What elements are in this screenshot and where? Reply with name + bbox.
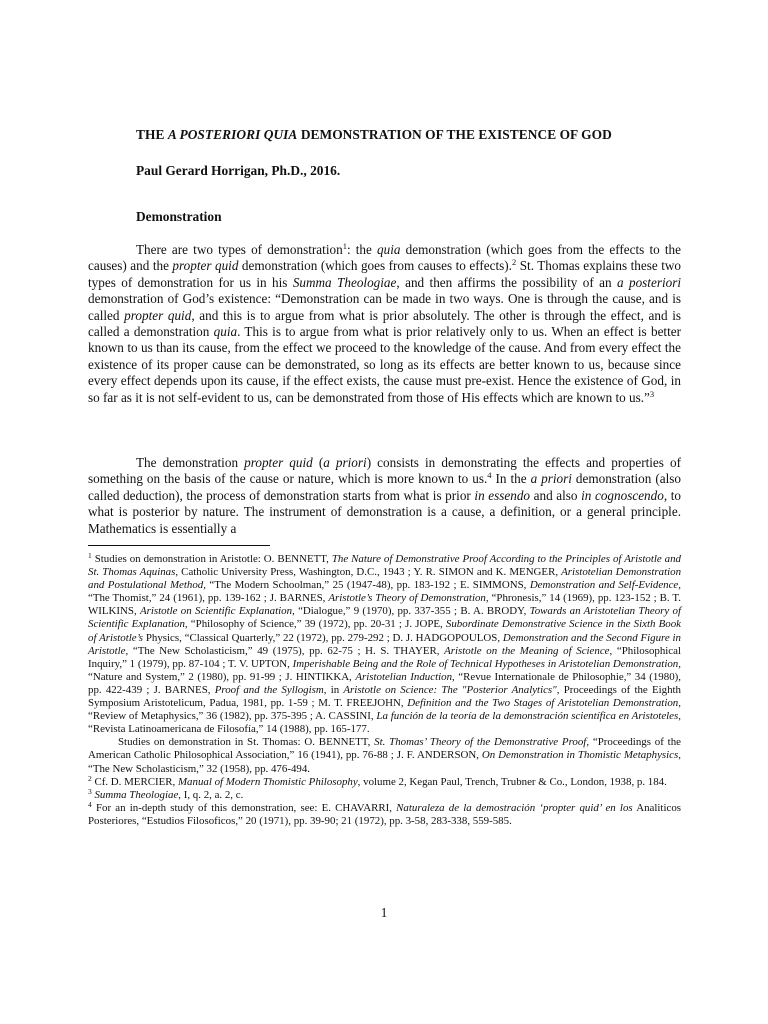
text-run: , “Phronesis,” 14 (1969), pp. 123-152 ; B. T. WILKINS,: [88, 592, 681, 618]
footnotes-block: [88, 553, 681, 828]
italic-run: Aristotle on Scientific Explanation: [140, 605, 293, 618]
body-paragraph-1: [88, 242, 681, 406]
document-title: [136, 127, 696, 143]
text-run: : the: [346, 242, 378, 257]
text-run: , volume 2, Kegan Paul, Trench, Trubner & Co., London, 1938, p. 184.: [357, 775, 667, 788]
text-run: There are two types of demonstration: [136, 242, 343, 257]
text-run: , “Dialogue,” 9 (1970), pp. 337-355 ; B. A. BRODY,: [292, 605, 530, 618]
italic-run: Aristotle on the Meaning of Science: [444, 644, 610, 657]
footnote-mark: 2: [88, 773, 92, 783]
author-line: Paul Gerard Horrigan, Ph.D., 2016.: [136, 163, 341, 178]
italic-run: Manual of Modern Thomistic Philosophy: [177, 775, 358, 788]
text-run: , Proceedings of the Eighth Symposium Aristotelicum, Padua, 1981, pp. 1-59 ; M. T. FREEJOHN,: [88, 683, 682, 710]
footnote-1-continued: [88, 736, 681, 775]
text-run: Analiticos Posteriores, “Estudios Filosoficos,” 20 (1971), pp. 39-90; 21 (1972), pp. 3-58, 283-338, 559-585.: [88, 801, 682, 827]
text-run: , and this is to argue from what is prior absolutely. The other is through the effect, and is called a demonstration: [88, 307, 681, 340]
footnote-mark: 3: [88, 786, 92, 796]
text-run: ) consists in demonstrating the effects and properties of something on the basis of the cause or nature, which is more known to us.: [88, 455, 681, 487]
text-run: , “Review of Metaphysics,” 36 (1982), pp. 375-395 ; A. CASSINI,: [88, 697, 681, 723]
text-run: , “Revista Latinoamericana de Filosofía,” 14 (1988), pp. 165-177.: [88, 710, 681, 736]
text-run: , “The New Scholasticism,” 49 (1975), pp. 62-75 ; H. S. THAYER,: [125, 644, 445, 657]
text-run: , “Proceedings of the American Catholic Philosophical Association,” 16 (1941), pp. 76-88 ; J. F. ANDERSON,: [88, 736, 681, 762]
text-run: , I, q. 2, a. 2, c.: [178, 788, 244, 801]
italic-run: Demonstration and the Second Figure in Aristotle: [88, 631, 681, 657]
italic-run: Aristotelian Induction: [355, 670, 453, 683]
italic-run: Imperishable Being and the Role of Technical Hypotheses in Aristotelian Demonstration: [292, 657, 679, 670]
footnote-ref-4[interactable]: 4: [487, 470, 492, 481]
text-run: , Catholic University Press, Washington, D.C., 1943 ; Y. R. SIMON and K. MENGER,: [175, 566, 562, 579]
text-run: demonstration (also called deduction), the process of demonstration starts from what is prior: [88, 471, 681, 503]
footnote-ref-1[interactable]: 1: [342, 241, 347, 251]
italic-run: quia: [377, 242, 401, 257]
text-run: . This is to argue from what is prior relatively only to us. When an effect is better known to us than its cause, from the effect we proceed to the knowledge of the cause. And from every effect the existence of its proper cause can be demonstrated, so long as its effects are better known to us, because since every effect depends upon its cause, if the effect exists, the cause must pre-exist. Hence the existence of God, in so far as it is not self-evident to us, can be demonstrated from those of His effects which are known to us.”: [88, 324, 681, 405]
italic-run: Demonstration and Self-Evidence: [529, 579, 679, 592]
italic-run: a priori: [530, 471, 572, 487]
italic-run: Subordinate Demonstrative Science in the Sixth Book of Aristotle’s: [88, 618, 681, 644]
italic-run: in essendo: [474, 487, 531, 503]
text-run: , “Nature and System,” 2 (1980), pp. 91-99 ; J. HINTIKKA,: [88, 657, 681, 683]
footnote-ref-3[interactable]: 3: [649, 388, 655, 399]
italic-run: quia: [213, 324, 238, 340]
body-paragraph-2: [88, 455, 681, 537]
text-run: , “The Modern Schoolman,” 25 (1947-48), pp. 183-192 ; E. SIMMONS,: [203, 579, 530, 592]
text-run: Cf. D. MERCIER,: [91, 775, 178, 788]
italic-run: Naturaleza de la demostración ‘propter quid’ en los: [396, 801, 633, 814]
italic-run: St. Thomas’ Theory of the Demonstrative Proof: [374, 736, 587, 749]
title-lead: THE: [136, 127, 168, 142]
text-run: demonstration of God’s existence: “Demonstration can be made in two ways. One is through the cause, and is called: [88, 291, 681, 323]
footnote-mark: 1: [88, 551, 92, 560]
footnote-2: [88, 773, 681, 789]
italic-run: On Demonstration in Thomistic Metaphysics: [481, 749, 679, 762]
italic-run: Summa Theologiae: [94, 788, 179, 801]
text-run: , and then affirms the possibility of an: [396, 274, 617, 290]
text-run: St. Thomas explains these two types of demonstration for us in his: [88, 258, 682, 290]
italic-run: Aristotle’s Theory of Demonstration: [328, 592, 486, 605]
text-run: Studies on demonstration in St. Thomas: O. BENNETT,: [118, 736, 375, 749]
footnote-separator: [88, 545, 270, 546]
footnote-mark: 4: [88, 799, 92, 809]
italic-run: Aristotelian Demonstration and Postulational Method: [88, 566, 682, 592]
text-run: (: [312, 455, 324, 470]
italic-run: Summa Theologiae: [292, 274, 397, 290]
section-heading: Demonstration: [136, 209, 222, 224]
text-run: , “Philosophical Inquiry,” 1 (1979), pp. 87-104 ; T. V. UPTON,: [88, 644, 681, 670]
text-run: , to what is posterior by nature. The instrument of demonstration is a cause, a definition, or a general principle. Mathematics is essentially a: [88, 487, 681, 536]
text-run: demonstration (which goes from the effects to the causes) and the: [88, 242, 681, 274]
title-rest: DEMONSTRATION OF THE EXISTENCE OF GOD: [297, 127, 612, 142]
text-run: Studies on demonstration in Aristotle: O. BENNETT,: [91, 553, 332, 565]
text-run: Physics, “Classical Quarterly,” 22 (1972), pp. 279-292 ; D. J. HADGOPOULOS,: [143, 631, 503, 644]
text-run: , “The Thomist,” 24 (1961), pp. 139-162 ; J. BARNES,: [88, 579, 682, 605]
italic-run: a posteriori: [616, 274, 681, 290]
footnote-1: [88, 553, 681, 736]
text-run: , in: [323, 683, 344, 696]
text-run: For an in-depth study of this demonstration, see: E. CHAVARRI,: [91, 801, 397, 814]
text-run: , “The New Scholasticism,” 32 (1958), pp. 476-494.: [88, 749, 681, 775]
italic-run: Aristotle on Science: The "Posterior Analytics": [343, 683, 557, 696]
text-run: The demonstration: [136, 455, 245, 470]
italic-run: Proof and the Syllogism: [214, 683, 324, 696]
italic-run: The Nature of Demonstrative Proof According to the Principles of Aristotle and St. Thomas Aquinas: [88, 553, 681, 579]
text-run: In the: [491, 471, 531, 487]
page-number: 1: [380, 905, 388, 920]
italic-run: a priori: [323, 455, 367, 470]
italic-run: propter quid: [172, 258, 239, 274]
footnote-4: [88, 799, 682, 828]
text-run: and also: [530, 487, 582, 503]
italic-run: propter quid: [244, 455, 313, 470]
text-run: , “Philosophy of Science,” 39 (1972), pp. 20-31 ; J. JOPE,: [184, 618, 446, 631]
text-run: demonstration (which goes from causes to effects).: [238, 258, 512, 274]
footnote-ref-2[interactable]: 2: [511, 257, 517, 268]
italic-run: Definition and the Two Stages of Aristotelian Demonstration: [407, 697, 679, 710]
italic-run: Towards an Aristotelian Theory of Scientific Explanation: [88, 605, 682, 631]
italic-run: propter quid: [124, 307, 192, 323]
italic-run: La función de la teoría de la demonstración scientífica en Aristoteles: [376, 710, 679, 723]
italic-run: in cognoscendo: [581, 487, 664, 503]
footnote-3: [88, 786, 681, 802]
title-italic: A POSTERIORI QUIA: [167, 127, 298, 142]
text-run: , “Revue Internationale de Philosophie,” 34 (1980), pp. 422-439 ; J. BARNES,: [88, 670, 681, 696]
